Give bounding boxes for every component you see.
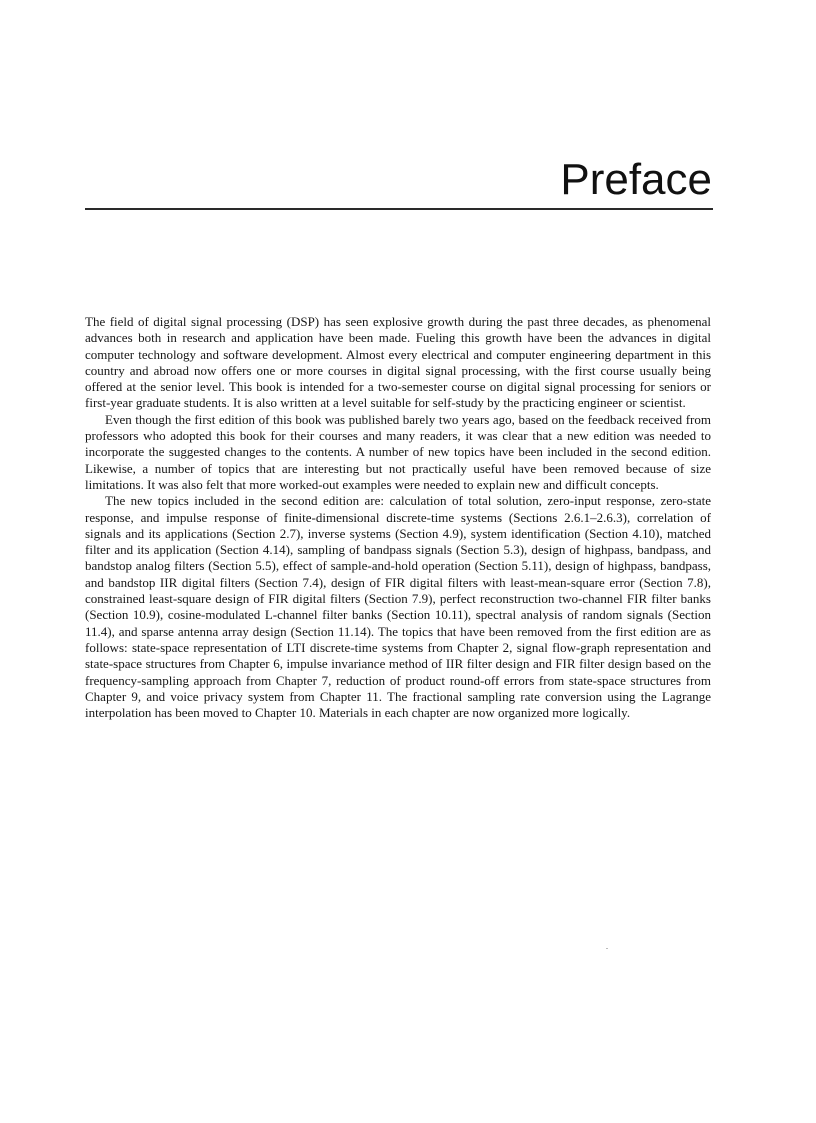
- paragraph-new-topics: The new topics included in the second edition are: calculation of total solution, zero-input response, zero-state response, and impulse response of finite-dimensional discrete-time systems (Sections 2.6.1–2.6.3), correlation of signals and its applications (Section 2.7), inverse systems (Section 4.9), system identification (Section 4.10), matched filter and its application (Section 4.14), sampling of bandpass signals (Section 5.3), design of highpass, bandpass, and bandstop analog filters (Section 5.5), effect of sample-and-hold operation (Section 5.11), design of highpass, bandpass, and bandstop IIR digital filters (Section 7.4), design of FIR digital filters with least-mean-square error (Section 7.8), constrained least-square design of FIR digital filters (Section 7.9), perfect reconstruction two-channel FIR filter banks (Section 10.9), cosine-modulated L-channel filter banks (Section 10.11), spectral analysis of random signals (Section 11.4), and sparse antenna array design (Section 11.14). The topics that have been removed from the first edition are as follows: state-space representation of LTI discrete-time systems from Chapter 2, signal flow-graph representation and state-space structures from Chapter 6, impulse invariance method of IIR filter design and FIR filter design based on the frequency-sampling approach from Chapter 7, reduction of product round-off errors from state-space structures from Chapter 9, and voice privacy system from Chapter 11. The fractional sampling rate conversion using the Lagrange interpolation has been moved to Chapter 10. Materials in each chapter are now organized more logically.: [85, 493, 711, 721]
- paragraph-intro: The field of digital signal processing (DSP) has seen explosive growth during the past three decades, as phenomenal advances both in research and application have been made. Fueling this growth have been the advances in digital computer technology and software development. Almost every electrical and computer engineering department in this country and abroad now offers one or more courses in digital signal processing, with the first course usually being offered at the senior level. This book is intended for a two-semester course on digital signal processing for seniors or first-year graduate students. It is also written at a level suitable for self-study by the practicing engineer or scientist.: [85, 314, 711, 411]
- paragraph-second-edition: Even though the first edition of this book was published barely two years ago, based on the feedback received from professors who adopted this book for their courses and many readers, it was clear that a new edition was needed to incorporate the suggested changes to the contents. A number of new topics have been included in the second edition. Likewise, a number of topics that are interesting but not practically useful have been removed because of size limitations. It was also felt that more worked-out examples were needed to explain new and difficult concepts.: [85, 411, 711, 492]
- page-title: Preface: [560, 155, 712, 204]
- title-rule: [85, 208, 713, 210]
- preface-body: [85, 314, 711, 721]
- scan-speck: [606, 948, 608, 949]
